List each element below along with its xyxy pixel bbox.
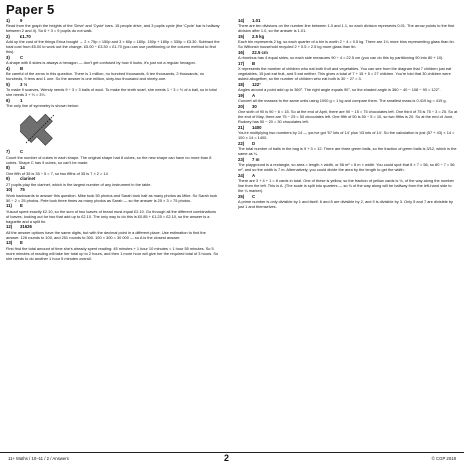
question-number: 6) xyxy=(6,97,10,103)
answer-value: C xyxy=(20,55,24,61)
explanation: Read from the graph the heights of the 'Drive' and 'Cycle' bars. 15 people drive, and 3 pupils cycle (the 'Cycle' bar is halfway between 2 and 4). So 6 + 3 = 9 pupils do not walk. xyxy=(6,23,220,34)
answer-item xyxy=(6,187,220,202)
answer-item xyxy=(238,194,458,209)
question-number: 12) xyxy=(6,224,13,230)
question-number: 18) xyxy=(238,81,245,87)
question-number: 3) xyxy=(6,55,10,61)
question-number: 4) xyxy=(6,65,10,71)
answer-value: 75 xyxy=(20,187,25,193)
explanation: Yusouf spent exactly £2.10, so the sum of two loaves of bread must equal £2.10. Go through all the different combinations of loaves, looking out for two that add up to £2.10. The only way to do this is £0.85 + £1.25 = £2.10, so the answer is a baguette and a split tin. xyxy=(6,208,216,224)
explanation: You're multiplying two numbers by 14 — you've got '57 lots of 14' plus '43 lots of 14'. So the calculation is just (57 + 43) × 14 = 100 × 14 = 1400. xyxy=(238,130,455,141)
explanation: One fifth of 35 is 35 ÷ 5 = 7, so two fifths of 35 is 7 × 2 = 14 xyxy=(6,170,108,176)
explanation: The only line of symmetry is shown below: xyxy=(6,103,79,109)
explanation: There are ten divisions on the number line between 1.0 and 1.1, so each division represents 0.01. The arrow points to the first division after 1.0, so the answer is 1.01. xyxy=(238,23,455,34)
answer-item xyxy=(238,50,458,60)
explanation: Angles around a point add up to 360°. The right angle equals 90°, so the shaded angle is 360 − 40 − 108 − 90 = 122°. xyxy=(238,87,441,93)
answers-right-column xyxy=(238,18,458,210)
answer-item xyxy=(6,55,220,65)
answer-item xyxy=(238,61,458,81)
answer-item xyxy=(238,93,458,103)
question-number: 1) xyxy=(6,18,10,23)
answer-value: E xyxy=(20,203,23,209)
explanation: Each bin represents 2 kg, so each quarter of a bin is worth 2 ÷ 4 = 0.5 kg. There are 1¼ more bins representing glass than tin. So Wiltonsh household recycled 2 + 0.5 = 2.5 kg more glass than tin. xyxy=(238,39,455,50)
answer-value: 122° xyxy=(252,81,261,87)
question-number: 19) xyxy=(238,92,245,98)
explanation: Be careful of the zeros in this question. There is 1 million, no hundred thousands, 6 ten thousands, 2 thousands, no hundreds, 9 tens and 1 one. So the answer is one million, sixty-two thousand and ninety-one. xyxy=(6,71,205,82)
answer-value: 7 m xyxy=(252,156,260,162)
question-number: 17) xyxy=(238,60,245,66)
question-number: 20) xyxy=(238,103,245,109)
explanation: Count the number of cubes in each shape. The original shape had 8 cubes, so the new shape can have no more than 8 cubes. Shape C has 9 cubes, so can't be made. xyxy=(6,154,212,165)
answer-value: 2.5 kg xyxy=(252,33,265,39)
answer-item xyxy=(6,18,220,33)
answer-value: 1 xyxy=(20,97,23,103)
answer-value: A xyxy=(252,92,256,98)
answer-value: 14 xyxy=(20,165,25,171)
answer-value: C xyxy=(20,149,24,155)
explanation: Work backwards to answer this question. Mike took 50 photos and Sarah took half as many photos as Mike. So Sarah took 50 ÷ 2 = 25 photos. Pete took three times as many photos as Sarah — so the answer is 25 × 3 = 75 photos. xyxy=(6,192,218,203)
answer-item xyxy=(238,125,458,140)
answers-left-column xyxy=(6,18,220,261)
page-title: Paper 5 xyxy=(6,2,55,17)
explanation: Convert all the masses to the same units using 1000 g = 1 kg and compare them. The smallest mass is 0.419 kg = 419 g. xyxy=(238,98,447,104)
answer-item xyxy=(6,176,220,186)
question-number: 5) xyxy=(6,81,10,87)
question-number: 22) xyxy=(238,140,245,146)
symmetry-shape-figure xyxy=(6,109,220,149)
answer-item xyxy=(238,173,458,193)
answer-item xyxy=(238,34,458,49)
question-number: 16) xyxy=(238,49,245,55)
answer-item xyxy=(6,224,220,239)
answer-item xyxy=(238,141,458,156)
answer-item xyxy=(6,149,220,164)
question-number: 25) xyxy=(238,193,245,199)
answer-value: 3 ⅓ xyxy=(20,81,28,87)
question-number: 8) xyxy=(6,165,10,171)
question-number: 15) xyxy=(238,33,245,39)
answer-value: 1400 xyxy=(252,124,262,130)
explanation: Add up the cost of the things Erica bought → 2 × 75p = 150p and 3 × 60p = 180p. 150p + 180p = 330p = £3.30. Subtract the total cost from £5.00 to work out the change. £5.00 − £3.30 = £1.70 (you can use partitioning or the column method to find this). xyxy=(6,39,220,55)
answer-item xyxy=(6,34,220,54)
explanation: X represents the number of children who eat both fruit and vegetables. You can see from the diagram that 7 children just eat vegetables, 15 just eat fruit, and 5 eat neither. This gives a total of 7 + 15 + 5 = 27 children. You're told that 30 children were asked altogether, so the number of children who eat both is 30 − 27 = 3. xyxy=(238,66,452,82)
explanation: A prime number is only divisible by 1 and itself. 6 and 8 are divisible by 2, and 9 is divisible by 3. Only 5 and 7 are divisible by just 1 and themselves. xyxy=(238,199,453,210)
answer-value: 9 xyxy=(20,18,23,23)
answer-value: B xyxy=(252,60,256,66)
answer-value: C xyxy=(252,193,256,199)
answer-item xyxy=(6,165,220,175)
answer-item xyxy=(6,66,220,81)
answer-value: 31626 xyxy=(20,224,32,230)
question-number: 14) xyxy=(238,18,245,23)
answer-value: 30 xyxy=(252,103,257,109)
explanation: All the answer options have the same digits, but with the decimal point in a different place. Use estimation to find the answer. 126 rounds to 100, and 251 rounds to 300. 100 × 300 = 30 000 — so A is the closest answer. xyxy=(6,229,206,240)
answer-item xyxy=(238,18,458,33)
symmetry-shape-illustration xyxy=(20,109,80,149)
question-number: 10) xyxy=(6,187,13,193)
question-number: 13) xyxy=(6,240,13,246)
question-number: 11) xyxy=(6,203,12,209)
explanation: 27 pupils play the clarinet, which is the largest number of any instrument in the table. xyxy=(6,181,152,187)
explanation: There are 3 + 4 + 1 = 8 cards in total. One of these is yellow, so the fraction of yellow cards is ⅛, of the way along the number line from the left. This is A. (The scale is split into quarters — so ⅛ of the way along will be halfway from the left-hand side to the ¼ marker). xyxy=(238,178,454,194)
answer-item xyxy=(6,82,220,97)
question-number: 2) xyxy=(6,33,10,39)
explanation: A shape with 6 sides is always a hexagon — don't get confused by how it looks, it's just not a regular hexagon. xyxy=(6,60,196,66)
footer-series-label: 11+ Maths / 10–11 / 2 / Answers xyxy=(8,455,69,461)
explanation: One sixth of 90 is 90 ÷ 6 = 15. So at the end of April, there are 90 − 15 = 75 chocolates left. One third of 75 is 75 ÷ 3 = 25. So at the end of May, there are 75 − 25 = 50 chocolates left. One fifth of 50 is 50 ÷ 5 = 10, so two fifths is 20. So at the end of June, Rodney has 50 − 20 = 30 chocolates left. xyxy=(238,109,458,125)
explanation: The playground is a rectangle, so area = length × width, or 56 m² = 8 m × width. You could spot that 8 × 7 = 56, so 80 ÷ 7 = 56 m², and so the width is 7 m. Alternatively, you could divide the area by the length to get the width. xyxy=(238,162,455,173)
answer-item xyxy=(6,98,220,108)
answer-value: B xyxy=(20,65,24,71)
page-number: 2 xyxy=(224,453,230,463)
question-number: 21) xyxy=(238,124,245,130)
answer-item xyxy=(238,104,458,124)
answer-value: 22.5 cm xyxy=(252,49,268,55)
answer-item xyxy=(238,82,458,92)
answer-item xyxy=(238,157,458,172)
answer-value: £1.70 xyxy=(20,33,31,39)
question-number: 9) xyxy=(6,176,10,182)
answer-value: E xyxy=(20,240,23,246)
explanation: To make 9 scarves, Wendy needs 9 ÷ 3 = 3 balls of wool. To make the tenth scarf, she needs 1 ÷ 3 = ⅓ of a ball, so in total she needs 3 + ⅓ = 3⅓. xyxy=(6,87,217,98)
question-number: 7) xyxy=(6,149,10,155)
explanation: A rhombus has 4 equal sides, so each side measures 90 ÷ 4 = 22.5 cm (you can do this by partitioning 90 into 80 + 10). xyxy=(238,55,444,61)
answer-value: 1.01 xyxy=(252,18,261,23)
answer-value: A xyxy=(252,172,256,178)
question-number: 23) xyxy=(238,156,245,162)
answer-value: clarinet xyxy=(20,176,36,182)
answer-item xyxy=(6,203,220,223)
answer-item xyxy=(6,240,220,260)
page-footer xyxy=(0,452,464,465)
explanation: The total number of balls in the bag is 9 + 3 = 12. There are three green balls, so the fraction of green balls is 3/12, which is the same as ¼. xyxy=(238,146,457,157)
answer-value: D xyxy=(252,140,256,146)
question-number: 24) xyxy=(238,172,245,178)
copyright-notice: © CGP 2018 xyxy=(431,455,456,461)
explanation: First find the total amount of time she's already spent reading: 45 minutes + 1 hour 10 minutes = 1 hour 55 minutes. So 5 more minutes of reading will take her total up to 2 hours, and then 1 more hour will give her the required total of 3 hours. So she needs to do another 1 hour 5 minutes overall. xyxy=(6,245,219,261)
